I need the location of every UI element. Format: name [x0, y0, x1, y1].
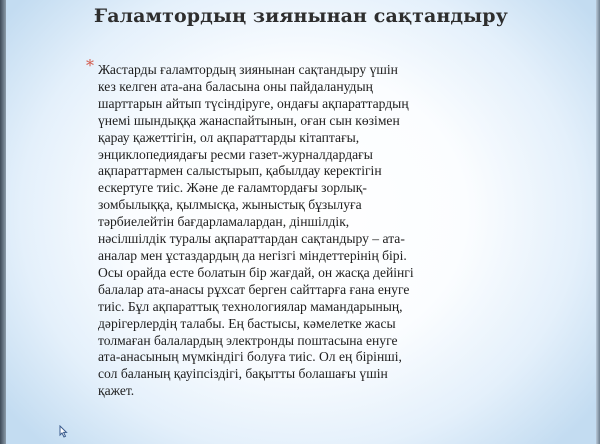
body-line: тәрбиелейтін бағдарламалардан, діншілдік, [98, 214, 350, 230]
body-line: қарау қажеттігін, ол ақпараттарды кітаптағы, [98, 129, 360, 145]
body-line: толмаған балалардың электронды поштасына енуге [98, 332, 398, 348]
body-line: аналар мен ұстаздардың да негізгі міндеттерінің бірі. [98, 247, 407, 263]
body-line: ата-анасының мүмкіндігі болуға тиіс. Ол ең біріншi, [98, 349, 402, 365]
body-line: балалар ата-анасы рұхсат берген сайттарға ғана енуге [98, 281, 410, 297]
body-line: үнемі шындыққа жанаспайтынын, оған сын көзімен [98, 112, 400, 128]
bullet-marker: * [86, 56, 94, 75]
body-line: Осы орайда есте болатын бір жағдай, он жасқа дейінгі [98, 264, 414, 280]
body-line: кез келген ата-ана баласына оны пайдаланудың [98, 78, 373, 94]
body-line: тиіс. Бұл ақпараттық технологиялар мамандарының, [98, 298, 403, 314]
body-line: ескертуге тиіс. Және де ғаламтордағы зорлық- [98, 180, 367, 196]
window-frame-right [596, 0, 600, 444]
slide-title: Ғаламтордың зиянынан сақтандыру [94, 5, 508, 27]
window-frame-left [0, 0, 6, 444]
body-line: зомбылыққа, қылмысқа, жыныстық бұзылуға [98, 197, 362, 213]
body-line: нәсілшілдік туралы ақпараттардан сақтандыру – ата- [98, 231, 405, 247]
body-line: ақпараттармен салыстырып, қабылдау керектігін [98, 163, 382, 179]
slide-body-text [98, 62, 480, 400]
body-line: қажет. [98, 383, 135, 399]
body-line: Жастарды ғаламтордың зиянынан сақтандыру үшін [98, 62, 398, 77]
body-line: шарттарын айтып түсіндіруге, ондағы ақпараттардың [98, 95, 409, 111]
body-line: сол баланың қауіпсіздігі, бақытты болашағы үшін [98, 366, 388, 382]
body-line: энциклопедиядағы ресми газет-журналдардағы [98, 146, 373, 162]
body-line: дәрігерлердің талабы. Ең бастысы, кәмелетке жасы [98, 315, 396, 331]
cursor-pointer-icon[interactable] [56, 425, 70, 439]
